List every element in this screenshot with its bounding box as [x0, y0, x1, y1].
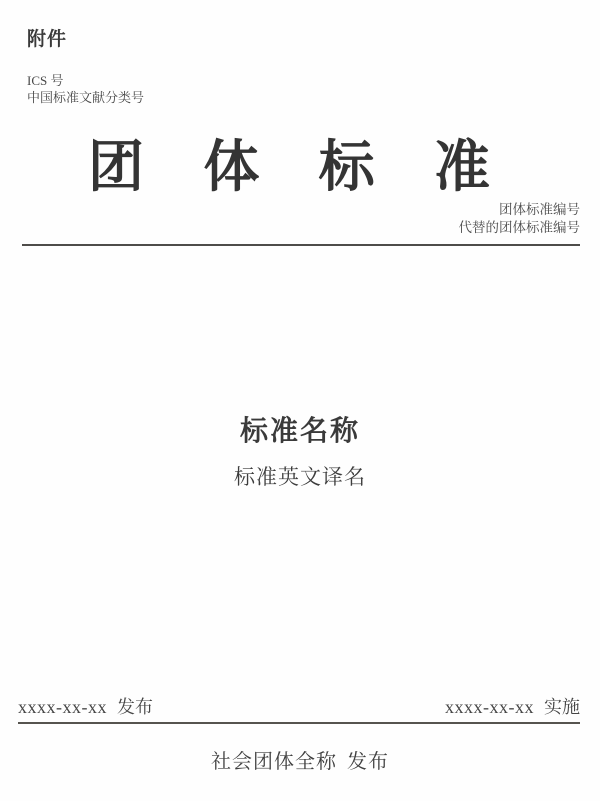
- publish-label: 发布: [117, 697, 153, 717]
- replaced-standard-number-placeholder: 代替的团体标准编号: [458, 219, 580, 235]
- title-char-1: 团: [88, 135, 144, 198]
- standard-name: 标准名称: [239, 415, 360, 446]
- header-divider-line: [22, 244, 580, 246]
- implement-date-cell: [445, 693, 580, 719]
- issuer-action-label: 发布: [347, 751, 389, 773]
- publish-implement-dates-row: [18, 693, 580, 724]
- standard-english-name: 标准英文译名: [234, 466, 366, 489]
- title-char-2: 体: [203, 135, 260, 198]
- implement-label: 实施: [544, 697, 580, 717]
- standard-number-placeholder: 团体标准编号: [499, 202, 580, 217]
- issuer-name-placeholder: 社会团体全称: [211, 751, 337, 773]
- attachment-label: 附件: [27, 29, 68, 50]
- issuer-line: [0, 745, 600, 774]
- publish-date-placeholder: xxxx-xx-xx: [18, 697, 107, 717]
- ics-classification-block: [27, 73, 144, 106]
- title-char-3: 标: [318, 135, 375, 198]
- china-classification-line: 中国标准文献分类号: [27, 89, 145, 105]
- document-title: [88, 136, 490, 198]
- standard-number-block: [459, 201, 581, 236]
- ics-number-line: ICS 号: [27, 73, 64, 88]
- title-char-4: 准: [433, 135, 490, 198]
- publish-date-cell: [18, 693, 153, 719]
- implement-date-placeholder: xxxx-xx-xx: [445, 697, 534, 717]
